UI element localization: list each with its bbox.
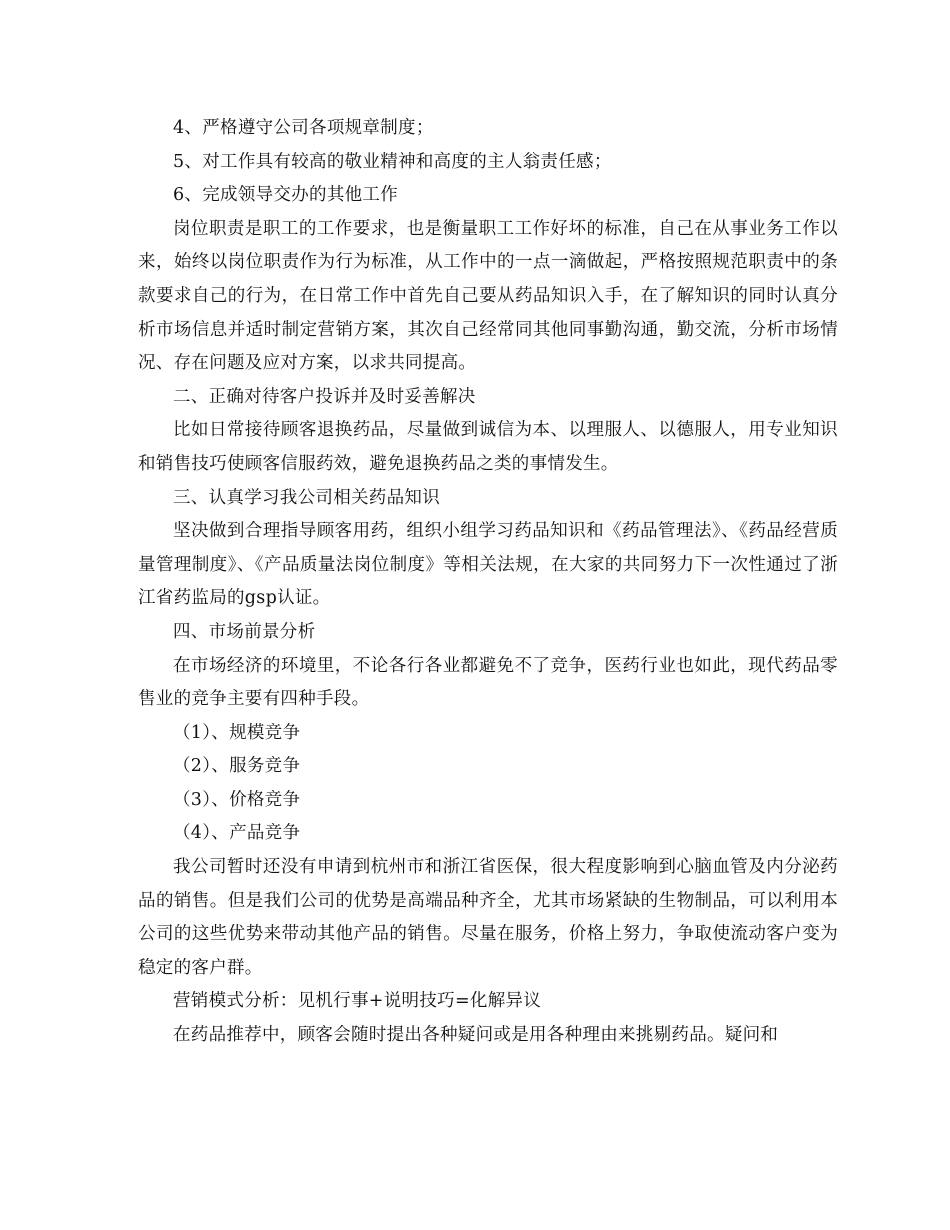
paragraph-study: 坚决做到合理指导顾客用药，组织小组学习药品知识和《药品管理法》、《药品经营质量管理制度》、《产品质量法岗位制度》等相关法规，在大家的共同努力下一次性通过了浙江省药监局的gsp认证。 [138, 521, 838, 609]
document-body [138, 112, 838, 1053]
paragraph-marketing-model: 营销模式分析：见机行事+说明技巧=化解异议 [173, 991, 542, 1012]
list-item-product: （4）、产品竞争 [173, 823, 301, 844]
list-item-price: （3）、价格竞争 [173, 789, 301, 810]
section-heading-4: 四、市场前景分析 [173, 621, 316, 642]
paragraph-item-4: 4、严格遵守公司各项规章制度； [173, 118, 434, 138]
list-item-service: （2）、服务竞争 [173, 756, 301, 777]
section-heading-3: 三、认真学习我公司相关药品知识 [173, 487, 440, 508]
paragraph-job-duties: 岗位职责是职工的工作要求，也是衡量职工工作好坏的标准，自己在从事业务工作以来，始终以岗位职责作为行为标准，从工作中的一点一滴做起，严格按照规范职责中的条款要求自己的行为，在日常工作中首先自己要从药品知识入手，在了解知识的同时认真分析市场信息并适时制定营销方案，其次自己经常同其他同事勤沟通，勤交流，分析市场情况、存在问题及应对方案，以求共同提高。 [138, 218, 838, 374]
section-heading-2: 二、正确对待客户投诉并及时妥善解决 [173, 386, 476, 407]
paragraph-company: 我公司暂时还没有申请到杭州市和浙江省医保，很大程度影响到心脑血管及内分泌药品的销售。但是我们公司的优势是高端品种齐全，尤其市场紧缺的生物制品，可以利用本公司的这些优势来带动其他产品的销售。尽量在服务，价格上努力，争取使流动客户变为稳定的客户群。 [138, 857, 838, 978]
paragraph-item-5: 5、对工作具有较高的敬业精神和高度的主人翁责任感； [173, 151, 612, 172]
list-item-scale: （1）、规模竞争 [173, 722, 301, 743]
paragraph-complaints: 比如日常接待顾客退换药品，尽量做到诚信为本、以理服人、以德服人，用专业知识和销售技巧使顾客信服药效，避免退换药品之类的事情发生。 [138, 420, 838, 474]
paragraph-recommendation: 在药品推荐中，顾客会随时提出各种疑问或是用各种理由来挑剔药品。疑问和 [173, 1025, 779, 1046]
paragraph-market: 在市场经济的环境里，不论各行各业都避免不了竞争，医药行业也如此，现代药品零售业的竞争主要有四种手段。 [138, 655, 838, 710]
paragraph-item-6: 6、完成领导交办的其他工作 [173, 185, 399, 206]
